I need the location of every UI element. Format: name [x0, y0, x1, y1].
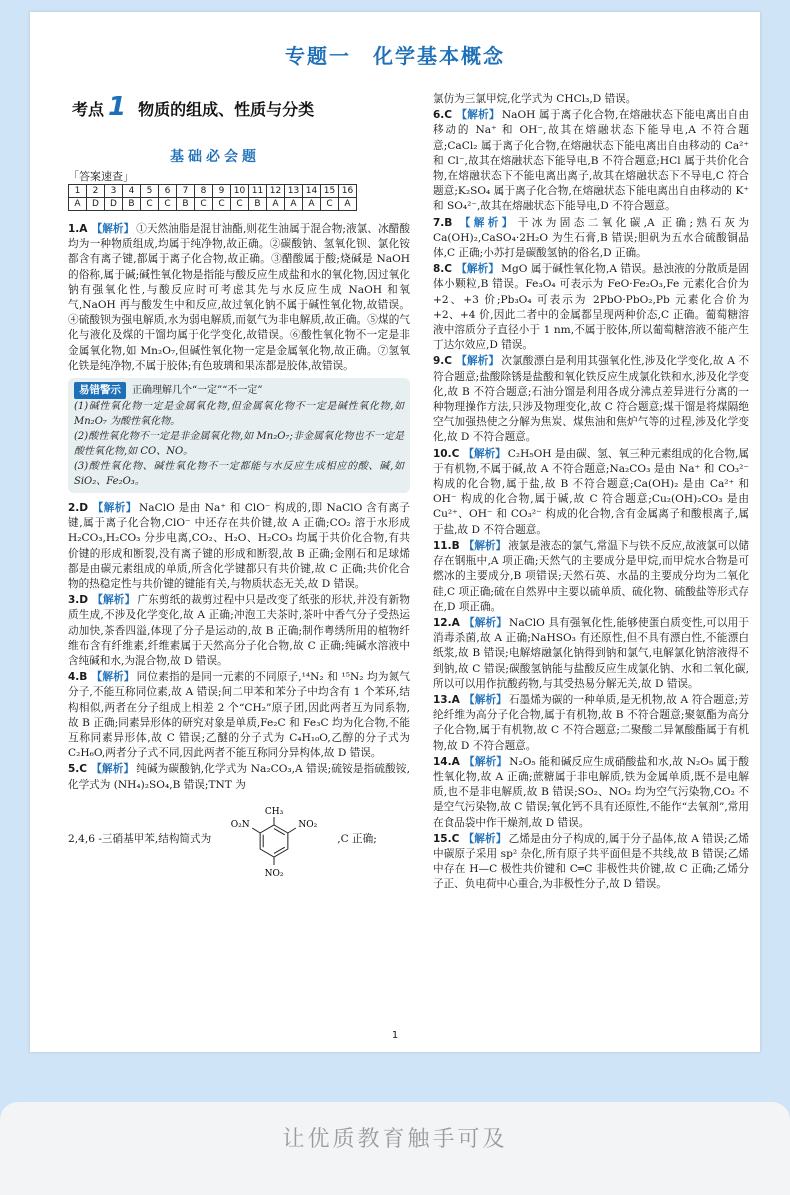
analysis-label: 【解析】	[463, 539, 507, 552]
answer-value-cell: D	[105, 198, 123, 211]
question-item	[433, 108, 749, 214]
question-item	[68, 670, 410, 761]
question-answer: A	[451, 755, 460, 768]
answer-number-cell: 3	[105, 185, 123, 198]
answer-value-cell: C	[231, 198, 249, 211]
question-number: 5.	[68, 763, 80, 776]
question-number: 3.	[68, 594, 80, 607]
analysis-text: N₂O₅ 能和碱反应生成硝酸盐和水,故 N₂O₅ 属于酸性氧化物,故 A 正确;蔗糖属于非电解质,铁为金属单质,既不是电解质,也不是非电解质,故 B 错误;SO₂、NO₂ 均为空气污染物,CO₂ 不是空气污染物,故 C 错误;氧化钙不具有还原性,不能作“去氧剂”,常用在食品袋中作干燥剂,故 D 错误。	[433, 755, 749, 829]
analysis-label: 【解析】	[456, 355, 500, 368]
footer-slogan: 让优质教育触手可及	[282, 1127, 508, 1152]
answer-number-cell: 12	[267, 185, 285, 198]
warning-line: (2)酸性氧化物不一定是非金属氧化物,如 Mn₂O₇;非金属氧化物也不一定是酸性氧化物,如 CO、NO。	[74, 431, 404, 458]
analysis-text: NaClO 是由 Na⁺ 和 ClO⁻ 构成的,即 NaClO 含有离子键,属于离子化合物,ClO⁻ 中还存在共价键,故 A 正确;CO₂ 溶于水形成 H₂CO₃,H₂CO₃ 分步电离,CO₂、H₂O、H₂CO₃ 均属于共价化合物,有共价键的形成和断裂,没有离子键的形成和断裂,故 B 正确;金刚石和足球烯都是由碳元素组成的单质,所含化学键都只有共价键,故 C 正确;共价化合物的热稳定性与共价键的键能有关,与物质状态无关,故 D 错误。	[68, 502, 411, 591]
analysis-text: 次氯酸漂白是利用其强氧化性,涉及化学变化,故 A 不符合题意;盐酸除锈是盐酸和氧化铁反应生成氯化铁和水,涉及化学变化,故 B 不符合题意;石油分馏是利用各成分沸点差异进行分离的一种物理操作方法,只涉及物理变化,故 C 符合题意;煤干馏是将煤隔绝空气加强热使之分解为焦炭、煤焦油和焦炉气等的过程,涉及化学变化,故 D 不符合题意。	[433, 355, 749, 444]
document-page	[30, 12, 760, 1052]
analysis-label: 【解析】	[456, 263, 500, 276]
benzene-ring	[260, 825, 288, 857]
question-item	[68, 501, 410, 592]
analysis-label: 【解析】	[463, 755, 508, 768]
bond-left-no2	[252, 828, 260, 833]
analysis-text: 干冰为固态二氧化碳,A 正确;熟石灰为 Ca(OH)₂,CaSO₄·2H₂O 为生石膏,B 错误;胆矾为五水合硫酸铜晶体,C 正确;小苏打是碳酸氢钠的俗名,D 正确。	[433, 216, 749, 260]
question-answer: B	[451, 539, 460, 552]
label-left-no2: O₂N	[230, 819, 250, 830]
question-item	[433, 216, 749, 262]
question-number: 8.	[433, 263, 445, 276]
answer-value-cell: A	[339, 198, 357, 211]
question-item	[433, 693, 749, 754]
question-item	[433, 616, 749, 692]
structure-suffix: ,C 正确;	[337, 833, 377, 846]
question-number: 13.	[433, 693, 452, 706]
analysis-label: 【解析】	[91, 671, 135, 684]
answer-value-cell: C	[321, 198, 339, 211]
answer-number-cell: 8	[195, 185, 213, 198]
analysis-text: 广东剪纸的裁剪过程中只是改变了纸张的形状,并没有新物质生成,不涉及化学变化,故 A 正确;冲泡工夫茶时,茶叶中香气分子受热运动加快,茶香四溢,体现了分子是运动的,故 B 正确;制作粤绣所用的植物纤维布含有纤维素,纤维素属于天然高分子化合物,故 C 正确;纯碱水溶液中含纯碱和水,为混合物,故 D 错误。	[68, 594, 410, 668]
tnt-structure-row	[68, 797, 410, 883]
warning-badge: 易错警示	[74, 382, 126, 399]
answer-value-cell: B	[123, 198, 141, 211]
analysis-label: 【解析】	[91, 223, 135, 235]
analysis-label: 【解析】	[463, 447, 506, 460]
analysis-text: 同位素指的是同一元素的不同原子,¹⁴N₂ 和 ¹⁵N₂ 均为氮气分子,不能互称同位素,故 A 错误;间二甲苯和苯分子中均含有 1 个苯环,结构相似,两者在分子组成上相差 2 个“CH₂”原子团,因此两者互为同系物,故 B 正确;同素异形体的研究对象是单质,Fe₂C 和 Fe₃C 均为化合物,不能互称同素异形体,故 C 错误;乙醚的分子式为 C₄H₁₀O,乙醇的分子式为 C₂H₆O,两者分子式不同,因此两者不能互称同分异构体,故 D 错误。	[68, 671, 410, 760]
question-number: 12.	[433, 616, 452, 629]
question-answer: A	[451, 693, 460, 706]
analysis-text: ①天然油脂是混甘油酯,则花生油属于混合物;液氯、冰醋酸均为一种物质组成,均属于纯净物,故正确。②碳酸钠、氢氧化钡、氯化铵都含有离子键,都属于离子化合物,故正确。③醋酸属于酸;烧碱是 NaOH 的俗称,属于碱;碱性氧化物是指能与酸反应生成盐和水的氧化物,因过氧化钠有强氧化性,与酸反应时可考虑其先与水反应生成 NaOH 和氧气,NaOH 再与酸发生中和反应,故过氧化钠不属于碱性氧化物,故错误。④硫酸钡为强电解质,水为弱电解质,而氨气为非电解质,故正确。⑤煤的气化与液化及煤的干馏均属于化学变化,故错误。⑥酸性氧化物不一定是非金属氧化物,如 Mn₂O₇,但碱性氧化物一定是金属氧化物,故正确。⑦氢氧化铁是纯净物,不属于胶体;有色玻璃和果冻都是胶体,故错误。	[68, 223, 411, 372]
question-item	[433, 755, 749, 831]
answer-value-cell: B	[249, 198, 267, 211]
label-bottom-no2: NO₂	[264, 868, 284, 879]
analysis-text: 纯碱为碳酸钠,化学式为 Na₂CO₃,A 错误;硫铵是指硫酸铵,化学式为 (NH₄)₂SO₄,B 错误;TNT 为	[68, 763, 410, 791]
question-number: 2.	[68, 502, 80, 515]
answer-value-cell: A	[267, 198, 285, 211]
analysis-label: 【解析】	[463, 616, 508, 629]
answer-number-cell: 5	[141, 185, 159, 198]
analysis-label: 【解析】	[92, 502, 137, 515]
question-number: 15.	[433, 832, 452, 845]
analysis-text: MgO 属于碱性氧化物,A 错误。悬浊液的分散质是固体小颗粒,B 错误。Fe₃O₄ 可表示为 FeO·Fe₂O₃,Fe 元素化合价为 +2、+3 价;Pb₃O₄ 可表示为 2PbO·PbO₂,Pb 元素化合价为 +2、+4 价,因此二者中的金属都呈现两种价态,C 正确。葡萄糖溶液中溶质分子直径小于 1 nm,不属于胶体,所以葡萄糖溶液不能产生丁达尔效应,D 错误。	[433, 263, 749, 352]
question-number: 1.	[68, 223, 80, 235]
analysis-label: 【解析】	[463, 693, 507, 706]
question-number: 14.	[433, 755, 452, 768]
answer-number-cell: 14	[303, 185, 321, 198]
question-answer: B	[79, 671, 88, 684]
answer-number-cell: 9	[213, 185, 231, 198]
question-answer: C	[79, 763, 88, 776]
page-number: 1	[391, 1030, 399, 1041]
question-number: 9.	[433, 355, 445, 368]
warning-box	[68, 378, 410, 493]
warning-head-text: 正确理解几个“一定”“不一定”	[132, 385, 263, 397]
answer-number-cell: 7	[177, 185, 195, 198]
answer-number-cell: 1	[69, 185, 87, 198]
analysis-label: 【解析】	[463, 832, 507, 845]
answer-value-cell: C	[213, 198, 231, 211]
answer-number-cell: 13	[285, 185, 303, 198]
question-answer: C	[444, 109, 453, 122]
structure-prefix: 2,4,6 -三硝基甲苯,结构简式为	[68, 833, 212, 846]
question-answer: C	[444, 263, 453, 276]
subsection-title: 基础必会题	[170, 149, 260, 165]
answer-value-cell: A	[303, 198, 321, 211]
bond-right-no2	[288, 828, 296, 833]
question-item	[68, 222, 410, 374]
answer-number-cell: 6	[159, 185, 177, 198]
question-item	[68, 762, 410, 792]
analysis-text: 乙烯是由分子构成的,属于分子晶体,故 A 错误;乙烯中碳原子采用 sp² 杂化,所有原子共平面但是不共线,故 B 错误;乙烯中存在 H—C 极性共价键和 C═C 非极性共价键,故 C 正确;乙烯分子正、负电荷中心重合,为非极性分子,故 D 错误。	[433, 832, 749, 891]
answer-table-answers-row	[69, 198, 357, 211]
label-right-no2: NO₂	[298, 819, 318, 830]
question-number: 10.	[433, 447, 452, 460]
answer-number-cell: 11	[249, 185, 267, 198]
question-item	[433, 447, 749, 538]
analysis-text: 石墨烯为碳的一种单质,是无机物,故 A 符合题意;芳纶纤维为高分子化合物,属于有机物,故 B 不符合题意;聚氨酯为高分子化合物,属于有机物,故 C 不符合题意;二聚酸二异氰酸酯属于有机物,故 D 不符合题意。	[433, 693, 749, 752]
continued-text: 氯仿为三氯甲烷,化学式为 CHCl₃,D 错误。	[433, 93, 637, 105]
question-answer: D	[79, 594, 89, 607]
answer-value-cell: A	[69, 198, 87, 211]
question-item	[68, 593, 410, 669]
answer-table	[68, 184, 357, 211]
answer-number-cell: 4	[123, 185, 141, 198]
warning-line: (1)碱性氧化物一定是金属氧化物,但金属氧化物不一定是碱性氧化物,如 Mn₂O₇ 为酸性氧化物。	[74, 401, 404, 428]
right-column	[433, 92, 749, 894]
question-answer: C	[451, 832, 460, 845]
section-heading: 考点 1 物质的组成、性质与分类	[72, 92, 315, 122]
question-item	[433, 354, 749, 445]
answer-number-cell: 2	[87, 185, 105, 198]
answer-table-numbers-row	[69, 185, 357, 198]
double-bond-line	[274, 828, 285, 834]
question-item	[433, 539, 749, 615]
analysis-label: 【解析】	[456, 109, 500, 122]
answer-number-cell: 10	[231, 185, 249, 198]
analysis-label: 【解析】	[456, 216, 516, 229]
analysis-text: NaClO 具有强氧化性,能够使蛋白质变性,可以用于消毒杀菌,故 A 正确;NaHSO₃ 有还原性,但不具有漂白性,不能漂白纸浆,故 B 错误;电解熔融氯化钠得到钠和氯气,电解氯化钠溶液得不到钠,故 C 错误;碳酸氢钠能与盐酸反应生成氯化钠、水和二氧化碳,所以可以用作抗酸药物,与其受热易分解无关,故 D 错误。	[433, 616, 749, 690]
answer-value-cell: C	[195, 198, 213, 211]
double-bond-line	[274, 847, 285, 853]
warning-line: (3)酸性氧化物、碱性氧化物不一定都能与水反应生成相应的酸、碱,如 SiO₂、Fe₂O₃。	[74, 461, 404, 488]
answer-value-cell: A	[285, 198, 303, 211]
analysis-text: 液氯是液态的氯气,常温下与铁不反应,故液氯可以储存在钢瓶中,A 项正确;天然气的主要成分是甲烷,而甲烷水合物是可燃冰的主要成分,B 项错误;天然石英、水晶的主要成分均为二氧化硅,C 项正确;硫在自然界中主要以硫单质、硫化物、硫酸盐等形式存在,D 项正确。	[433, 539, 750, 613]
question-item	[433, 262, 749, 353]
question-answer: A	[79, 223, 88, 235]
label-ch3: CH₃	[265, 806, 284, 817]
warning-box-head	[74, 382, 404, 399]
question-answer: C	[451, 447, 460, 460]
analysis-label: 【解析】	[92, 594, 136, 607]
question-number: 7.	[433, 216, 445, 229]
question-answer: D	[79, 502, 89, 515]
answer-number-cell: 15	[321, 185, 339, 198]
analysis-label: 【解析】	[91, 763, 135, 776]
answer-number-cell: 16	[339, 185, 357, 198]
analysis-text: NaOH 属于离子化合物,在熔融状态下能电离出自由移动的 Na⁺ 和 OH⁻,故其在熔融状态下能导电,A 不符合题意;CaCl₂ 属于离子化合物,在熔融状态下能电离出自由移动的 Ca²⁺ 和 Cl⁻,故其在熔融状态下能导电,B 不符合题意;HCl 属于共价化合物,在熔融状态下不能电离出离子,故其在熔融状态下不导电,C 符合题意;K₂SO₄ 属于离子化合物,在熔融状态下能电离出自由移动的 K⁺ 和 SO₄²⁻,故其在熔融状态下能导电,D 不符合题意。	[433, 109, 749, 213]
answer-value-cell: C	[159, 198, 177, 211]
left-column	[68, 222, 410, 883]
page-title: 专题一 化学基本概念	[285, 44, 505, 68]
question-number: 4.	[68, 671, 80, 684]
analysis-text: C₂H₅OH 是由碳、氢、氧三种元素组成的化合物,属于有机物,不属于碱,故 A 不符合题意;Na₂CO₃ 是由 Na⁺ 和 CO₃²⁻ 构成的化合物,属于盐,故 B 不符合题意;Ca(OH)₂ 是由 Ca²⁺ 和 OH⁻ 构成的化合物,属于碱,故 C 符合题意;Cu₂(OH)₂CO₃ 是由 Cu²⁺、OH⁻ 和 CO₃²⁻ 构成的化合物,含有金属离子和酸根离子,属于盐,故 D 不符合题意。	[433, 447, 750, 536]
tnt-structure-icon	[219, 797, 329, 883]
question-item	[433, 832, 749, 893]
question-number: 6.	[433, 109, 445, 122]
answer-value-cell: D	[87, 198, 105, 211]
section-number: 1	[108, 92, 127, 122]
question-number: 11.	[433, 539, 452, 552]
question-answer: B	[444, 216, 453, 229]
question-answer: A	[451, 616, 460, 629]
answer-value-cell: C	[141, 198, 159, 211]
question-answer: C	[444, 355, 453, 368]
answer-value-cell: B	[177, 198, 195, 211]
answer-table-label: 「答案速查」	[68, 170, 134, 183]
